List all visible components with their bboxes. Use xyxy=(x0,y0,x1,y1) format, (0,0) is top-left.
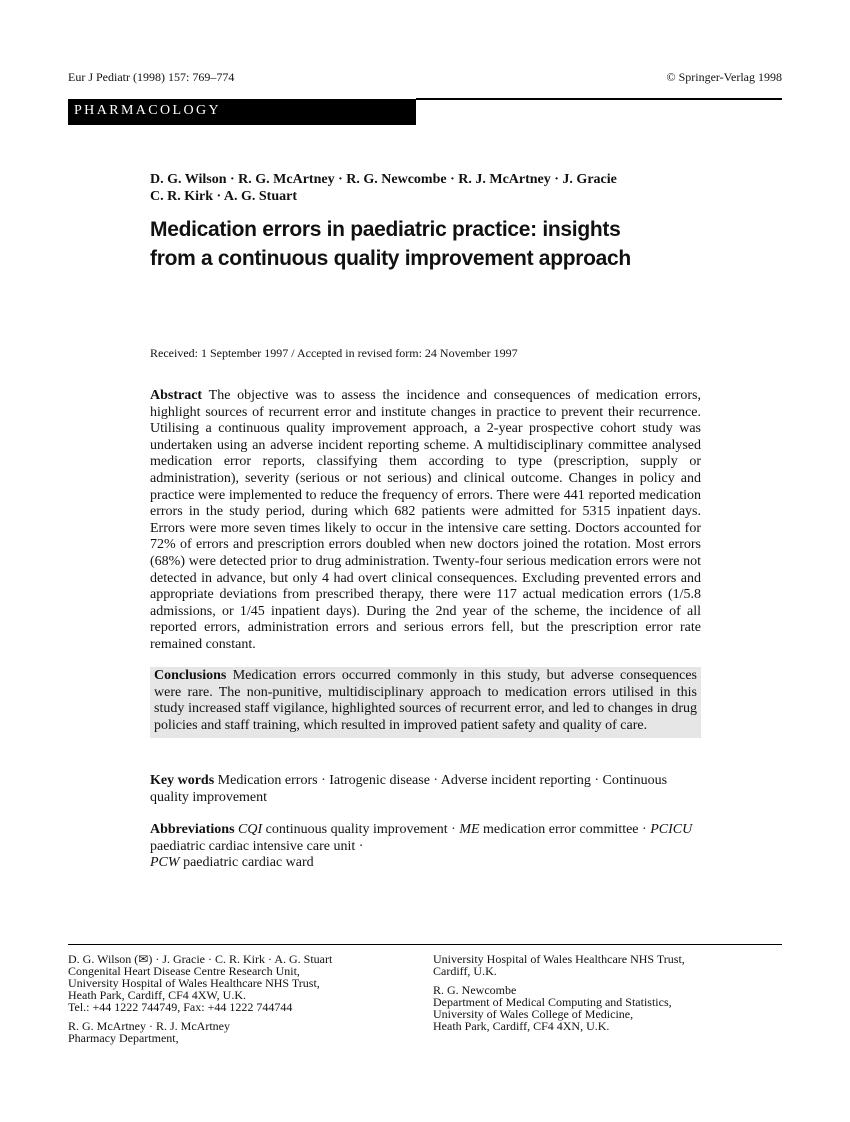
affiliation-line: University Hospital of Wales Healthcare NHS Trust, xyxy=(433,952,685,966)
affiliations-left xyxy=(68,953,398,1044)
abbreviations-label: Abbreviations xyxy=(150,822,235,837)
authors-line-2: C. R. Kirk · A. G. Stuart xyxy=(150,189,298,204)
affiliation-line: Heath Park, Cardiff, CF4 4XW, U.K. xyxy=(68,988,246,1002)
abbreviation-term: PCICU xyxy=(650,822,693,837)
abbreviations xyxy=(150,822,701,872)
affiliation-line: Cardiff, U.K. xyxy=(433,964,497,978)
keywords-label: Key words xyxy=(150,773,215,788)
affiliations-right xyxy=(433,953,773,1032)
abbreviation-term: CQI xyxy=(238,822,263,837)
conclusions-text: Medication errors occurred commonly in this study, but adverse consequences were rare. The non-punitive, multidisciplinary approach to medication errors utilised in this study increased staff vigilance, highlighted sources of recurrent error, and led to changes in drug policies and staff training, which resulted in improved patient safety and quality of care. xyxy=(154,668,697,733)
abbreviation-term: ME xyxy=(459,822,480,837)
conclusions-box xyxy=(150,667,701,738)
journal-citation: Eur J Pediatr (1998) 157: 769–774 xyxy=(68,70,235,84)
abbreviation-definition: medication error committee · xyxy=(483,822,647,837)
affiliation-line: R. G. McArtney · R. J. McArtney xyxy=(68,1019,230,1033)
affiliation-line: R. G. Newcombe xyxy=(433,983,517,997)
conclusions-label: Conclusions xyxy=(154,668,227,683)
affiliation-line: University of Wales College of Medicine, xyxy=(433,1007,634,1021)
abbreviation-definition: paediatric cardiac intensive care unit · xyxy=(150,838,364,854)
received-dates: Received: 1 September 1997 / Accepted in revised form: 24 November 1997 xyxy=(150,346,518,360)
footnote-rule xyxy=(68,944,782,945)
publisher-copyright: © Springer-Verlag 1998 xyxy=(666,70,782,84)
abstract xyxy=(150,388,701,654)
abbreviation-definition: continuous quality improvement · xyxy=(265,822,456,837)
abbreviation-term: PCW xyxy=(150,855,180,871)
author-list xyxy=(150,171,770,205)
affiliation-line: D. G. Wilson (✉) · J. Gracie · C. R. Kirk · A. G. Stuart xyxy=(68,952,333,966)
authors-line-1: D. G. Wilson · R. G. McArtney · R. G. Newcombe · R. J. McArtney · J. Gracie xyxy=(150,172,617,187)
article-title xyxy=(150,215,790,273)
header-rule xyxy=(416,98,782,100)
title-line-2: from a continuous quality improvement approach xyxy=(150,247,631,270)
keywords xyxy=(150,773,701,806)
affiliation-line: Heath Park, Cardiff, CF4 4XN, U.K. xyxy=(433,1019,610,1033)
abstract-label: Abstract xyxy=(150,388,203,403)
affiliation-line: Pharmacy Department, xyxy=(68,1031,179,1045)
abbreviation-definition: paediatric cardiac ward xyxy=(183,855,314,871)
section-banner: PHARMACOLOGY xyxy=(68,99,416,125)
title-line-1: Medication errors in paediatric practice: insights xyxy=(150,218,621,241)
affiliation-line: University Hospital of Wales Healthcare NHS Trust, xyxy=(68,976,320,990)
affiliation-line: Tel.: +44 1222 744749, Fax: +44 1222 744744 xyxy=(68,1000,293,1014)
keywords-text: Medication errors · Iatrogenic disease · Adverse incident reporting · Continuous quality improvement xyxy=(150,773,668,805)
affiliation-line: Congenital Heart Disease Centre Research Unit, xyxy=(68,964,300,978)
abstract-text: The objective was to assess the incidence and consequences of medication errors, highlight sources of recurrent error and institute changes in practice to prevent their recurrence. Utilising a continuous quality improvement approach, a 2-year prospective cohort study was undertaken using an adverse incident reporting scheme. A multidisciplinary committee analysed medication error reports, classifying them according to type (prescription, supply or administration), severity (serious or not serious) and clinical outcome. Changes in policy and practice were implemented to reduce the frequency of errors. There were 441 reported medication errors in the study period, during which 682 patients were admitted for 5315 inpatient days. Errors were more seven times likely to occur in the intensive care setting. Doctors accounted for 72% of errors and prescription errors doubled when new doctors joined the rotation. Most errors (68%) were detected prior to drug administration. Twenty-four serious medication errors were not detected in advance, but only 4 had overt clinical consequences. Excluding prevented errors and appropriate deviations from prescribed therapy, there were 117 actual medication errors (1/5.8 admissions, or 1/45 inpatient days). During the 2nd year of the scheme, the incidence of all reported errors, administration errors and serious errors fell, but the prescription error rate remained constant. xyxy=(150,388,702,652)
affiliation-line: Department of Medical Computing and Statistics, xyxy=(433,995,672,1009)
